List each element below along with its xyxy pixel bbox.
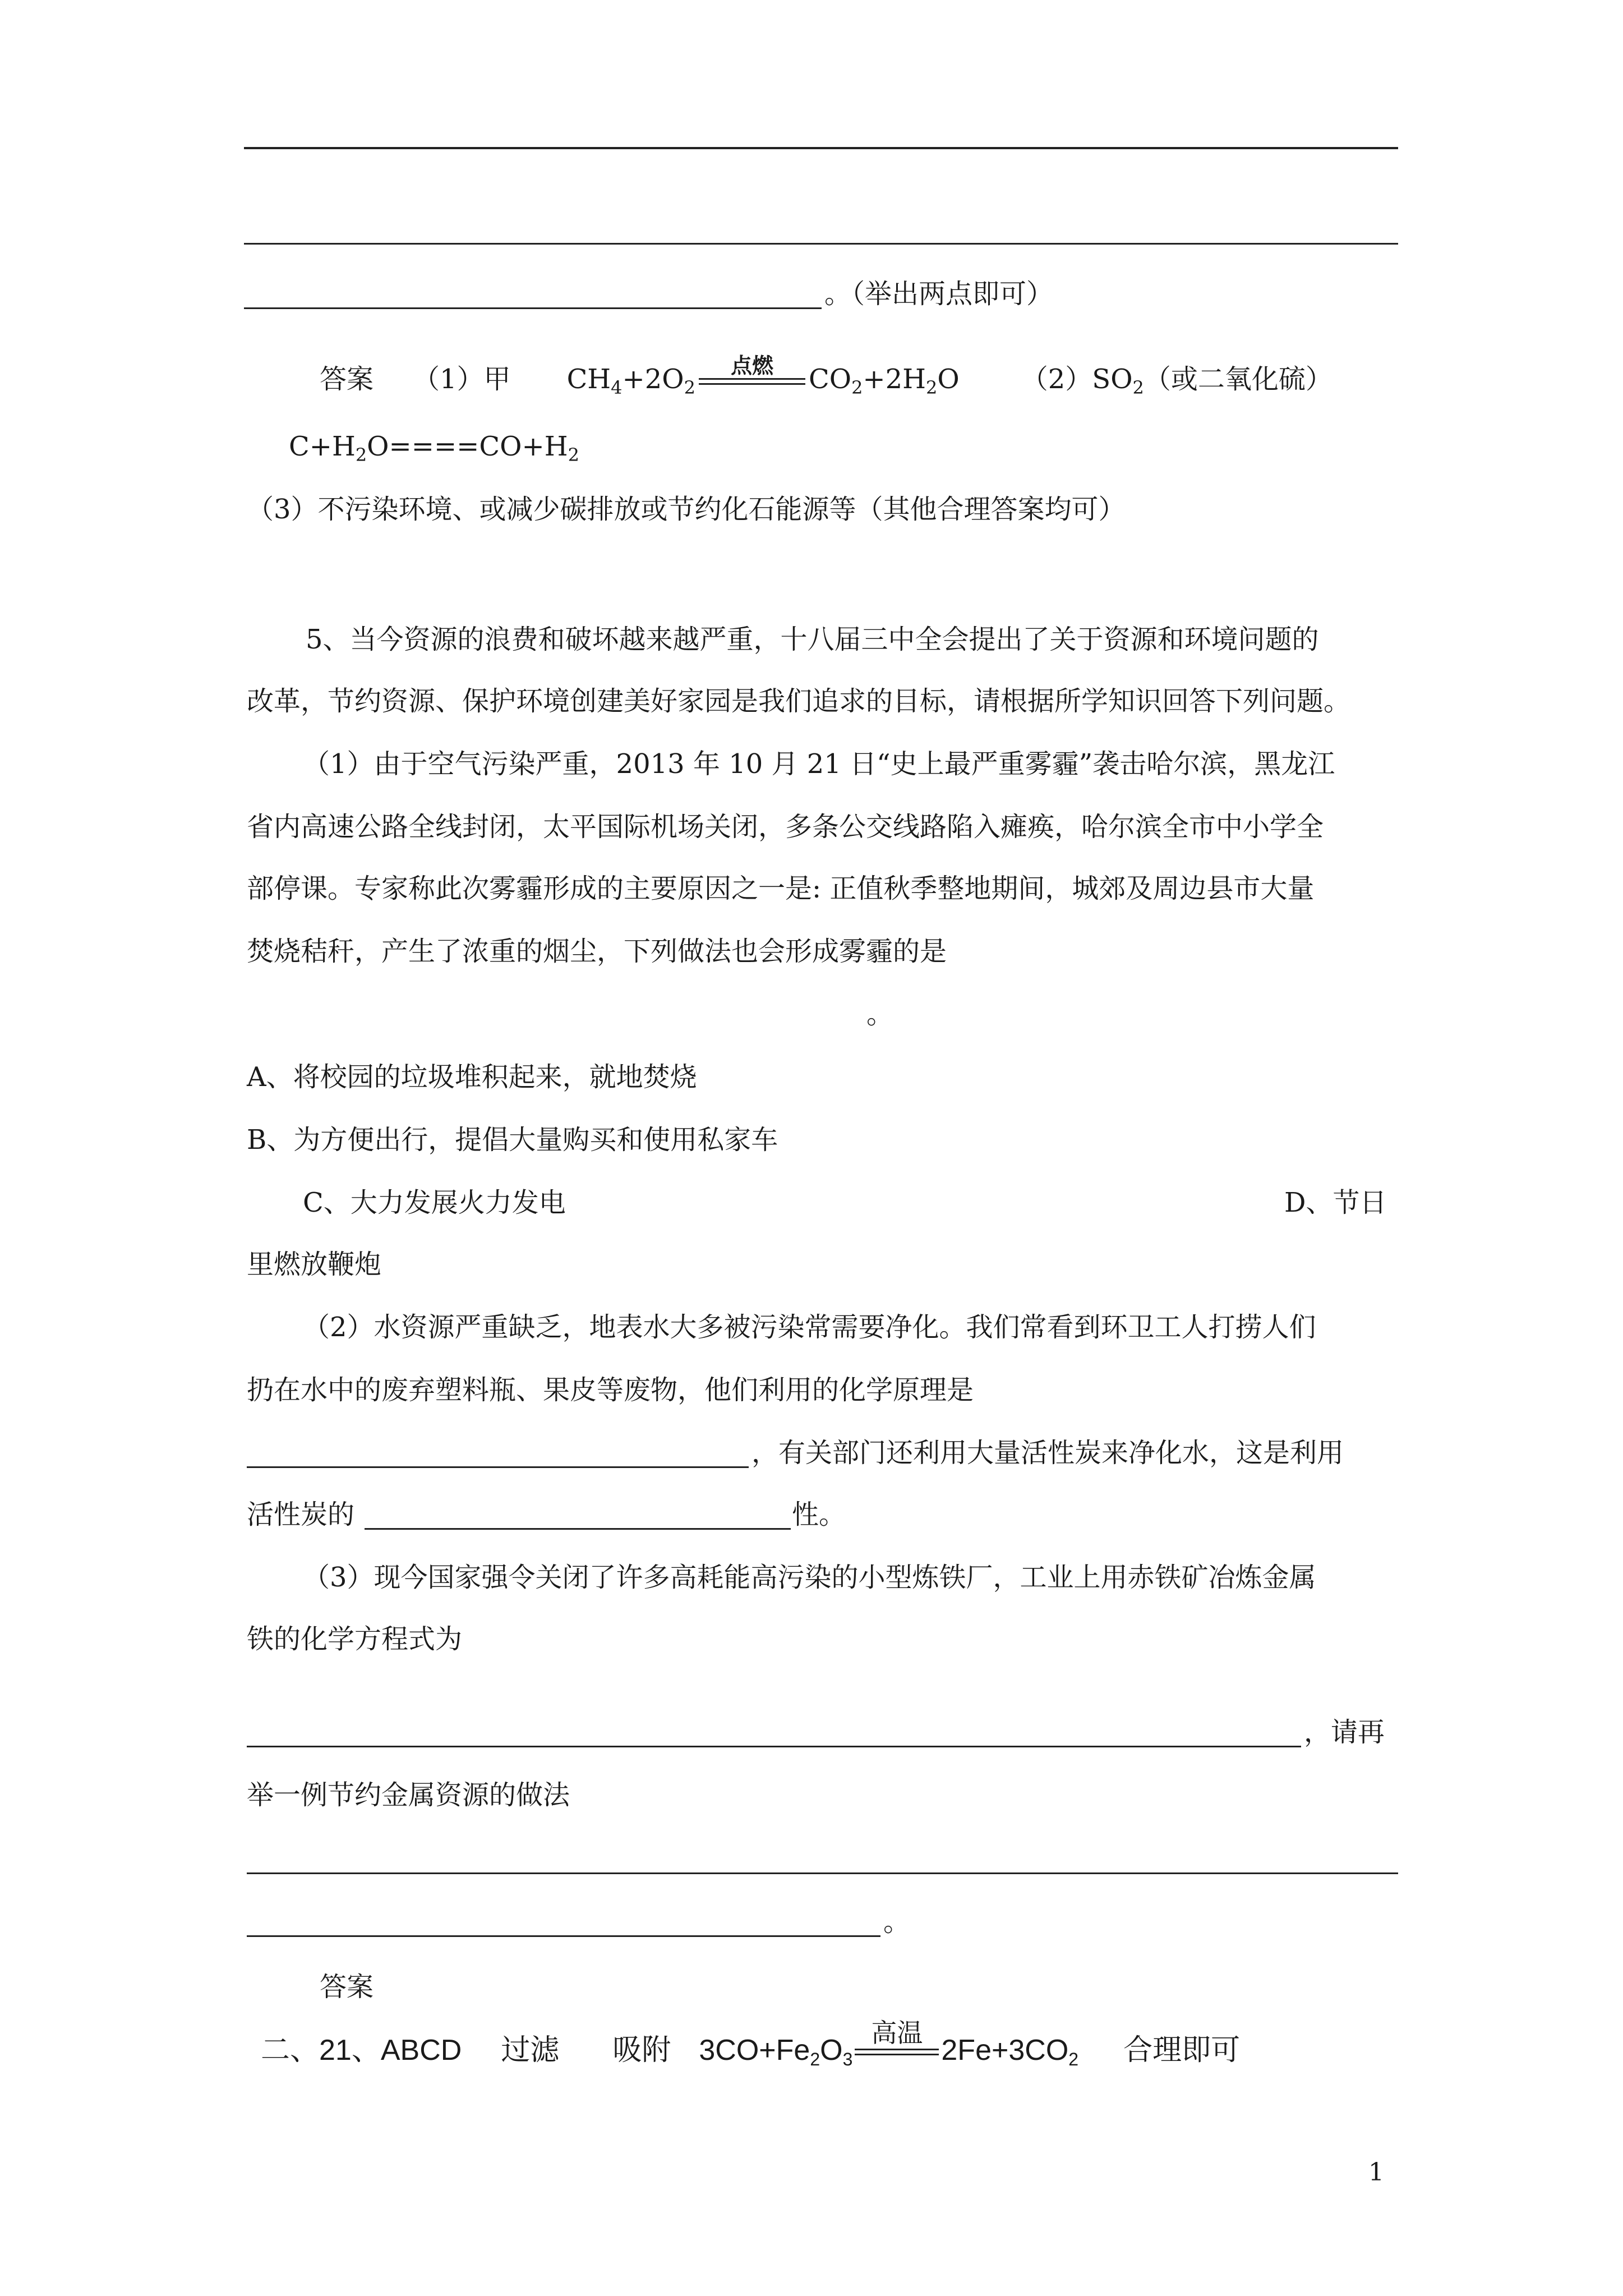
equation-3-left: $3CO+Fe_2O_3$	[699, 2034, 853, 2069]
q5-part2-line-4b: 性。	[792, 1499, 846, 1530]
q5-answer-label: 答案	[320, 1971, 374, 2003]
equation-1-left: $CH_4+2O_2$	[566, 364, 695, 398]
equation-2: $C+H_2O====CO+H_2$	[289, 431, 579, 466]
q5-part3-end: 。	[883, 1906, 911, 1938]
q5-part3-line-2: 铁的化学方程式为	[247, 1623, 463, 1655]
condition-label: 高温	[871, 2018, 923, 2048]
q5-part3-line-3: ，请再	[1304, 1717, 1385, 1748]
answer-blank-line	[244, 307, 822, 309]
q5-part1-end: 。	[866, 999, 894, 1030]
answer-filter: 过滤	[501, 2034, 560, 2067]
q5-part3-line-1: （3）现今国家强令关闭了许多高耗能高污染的小型炼铁厂，工业上用赤铁矿冶炼金属	[303, 1562, 1316, 1593]
q4-answer-line-1	[320, 352, 1332, 406]
answer-blank-line	[365, 1528, 791, 1530]
answer-prefix: 二、21、ABCD	[261, 2034, 462, 2067]
answer-part-3: （3）不污染环境、或减少碳排放或节约化石能源等（其他合理答案均可）	[247, 494, 1126, 525]
option-c: C、大力发展火力发电	[303, 1187, 566, 1218]
answer-adsorb: 吸附	[612, 2034, 671, 2067]
header-rule	[244, 147, 1398, 149]
answer-reasonable: 合理即可	[1123, 2034, 1241, 2067]
answer-blank-line	[247, 1935, 880, 1937]
reaction-condition-arrow	[855, 2018, 939, 2055]
q5-part2-line-1: （2）水资源严重缺乏，地表水大多被污染常需要净化。我们常看到环卫工人打捞人们	[303, 1312, 1316, 1343]
option-a: A、将校园的垃圾堆积起来，就地焚烧	[247, 1061, 697, 1093]
q4-close-text: 。（举出两点即可）	[824, 278, 1054, 310]
q5-intro-line-2: 改革，节约资源、保护环境创建美好家园是我们追求的目标，请根据所学知识回答下列问题。	[247, 685, 1351, 717]
q5-answer-line	[261, 2018, 1241, 2079]
page-number: 1	[1368, 2158, 1384, 2187]
q5-part3-line-4: 举一例节约金属资源的做法	[247, 1779, 570, 1811]
equation-1-right: $CO_2+2H_2O$	[808, 364, 960, 398]
option-d: D、节日	[1284, 1187, 1387, 1218]
answer-part-2: $(2)SO_2$（或二氧化硫）	[1021, 364, 1332, 398]
answer-blank-line	[247, 1466, 749, 1468]
q5-part1-line-2: 省内高速公路全线封闭，太平国际机场关闭，多条公交线路陷入瘫痪，哈尔滨全市中小学全	[247, 811, 1324, 843]
q5-part2-line-3: ，有关部门还利用大量活性炭来净化水，这是利用	[751, 1437, 1344, 1469]
answer-blank-line	[247, 1746, 1301, 1747]
answer-label: 答案	[320, 364, 374, 395]
q5-part1-line-3: 部停课。专家称此次雾霾形成的主要原因之一是: 正值秋季整地期间，城郊及周边县市大量	[247, 873, 1315, 904]
option-d-continued: 里燃放鞭炮	[247, 1249, 382, 1280]
q5-part2-line-4a: 活性炭的	[247, 1499, 355, 1530]
q5-part1-line-1: （1）由于空气污染严重，2013 年 10 月 21 日“史上最严重雾霾”袭击哈尔滨，黑龙江	[303, 748, 1335, 780]
condition-label: 点燃	[730, 352, 773, 378]
equation-3-right: $2Fe+3CO_2$	[941, 2034, 1079, 2069]
q5-part2-line-2: 扔在水中的废弃塑料瓶、果皮等废物，他们利用的化学原理是	[247, 1374, 974, 1406]
reaction-condition-arrow	[699, 352, 805, 385]
answer-blank-line	[247, 1872, 1398, 1874]
option-b: B、为方便出行，提倡大量购买和使用私家车	[247, 1124, 778, 1156]
q5-intro-line-1: 5、当今资源的浪费和破坏越来越严重，十八届三中全会提出了关于资源和环境问题的	[306, 624, 1319, 655]
answer-part-1: （1）甲	[413, 364, 511, 395]
q5-part1-line-4: 焚烧秸秆，产生了浓重的烟尘，下列做法也会形成雾霾的是	[247, 936, 947, 967]
answer-blank-line	[244, 243, 1398, 245]
